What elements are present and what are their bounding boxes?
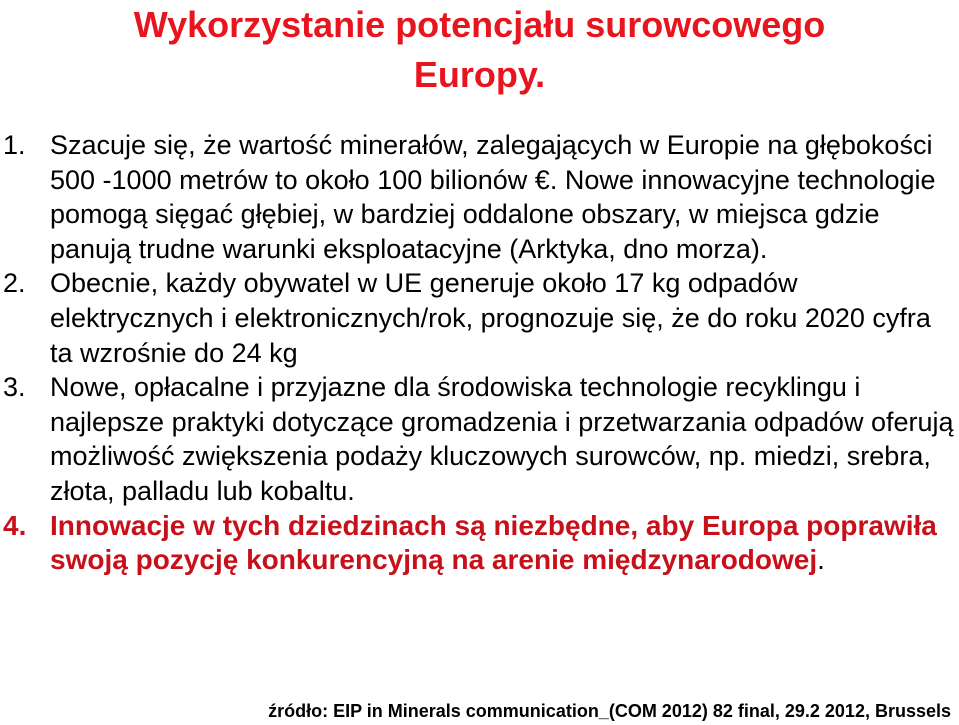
slide-title bbox=[0, 0, 959, 100]
point-4-number: 4. bbox=[3, 509, 27, 541]
point-4 bbox=[0, 509, 959, 578]
point-2 bbox=[0, 266, 959, 370]
point-1-number: 1. bbox=[3, 130, 26, 160]
point-3 bbox=[0, 370, 959, 508]
title-line-1: Wykorzystanie potencjału surowcowego bbox=[133, 4, 826, 45]
point-3-number: 3. bbox=[3, 372, 26, 403]
title-line-2: Europy. bbox=[413, 54, 546, 95]
points-list bbox=[0, 128, 959, 578]
point-4-trailing: . bbox=[817, 544, 825, 576]
point-2-text: Obecnie, każdy obywatel w UE generuje około 17 kg odpadów elektrycznych i elektronicznych/rok, prognozuje się, że do roku 2020 cyfra ta wzrośnie do 24 kg bbox=[50, 268, 931, 368]
point-3-text: Nowe, opłacalne i przyjazne dla środowiska technologie recyklingu i najlepsze praktyki dotyczące gromadzenia i przetwarzania odpadów oferują możliwość zwiększenia podaży kluczowych surowców, np. miedzi, srebra, złota, palladu lub kobaltu. bbox=[50, 372, 954, 506]
point-4-text: Innowacje w tych dziedzinach są niezbędne, aby Europa poprawiła swoją pozycję konkurencyjną na arenie międzynarodowej bbox=[50, 509, 937, 576]
source-citation: źródło: EIP in Minerals communication_(COM 2012) 82 final, 29.2 2012, Brussels bbox=[268, 701, 951, 721]
point-1 bbox=[0, 128, 959, 266]
point-2-number: 2. bbox=[3, 268, 26, 299]
point-1-text: Szacuje się, że wartość minerałów, zalegających w Europie na głębokości 500 -1000 metrów to około 100 bilionów €. Nowe innowacyjne technologie pomogą sięgać głębiej, w bardziej oddalone obszary, w miejsca gdzie panują trudne warunki eksploatacyjne (Arktyka, dno morza). bbox=[50, 130, 936, 264]
